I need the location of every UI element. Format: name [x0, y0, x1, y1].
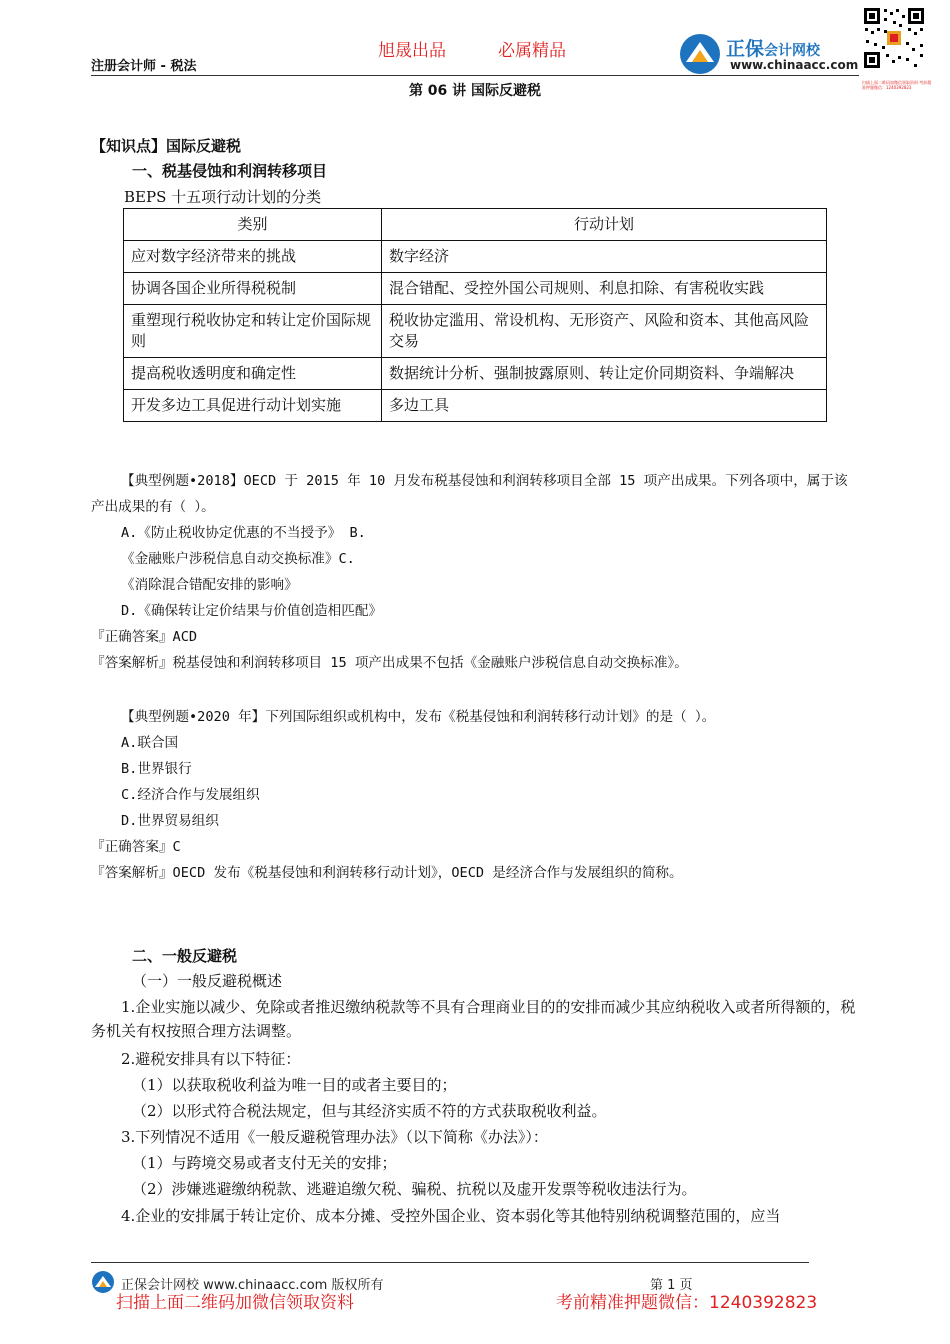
- example-1-analysis: 『答案解析』税基侵蚀和利润转移项目 15 项产出成果不包括《金融账户涉税信息自动交换标准》。: [91, 655, 688, 671]
- paragraph-3-item-2: （2）涉嫌逃避缴纳税款、逃避追缴欠税、骗税、抗税以及虚开发票等税收违法行为。: [132, 1180, 697, 1198]
- section-1-heading: 一、税基侵蚀和利润转移项目: [132, 162, 328, 180]
- example-1-question: 【典型例题•2018】OECD 于 2015 年 10 月发布税基侵蚀和利润转移项目全部 15 项产出成果。下列各项中，属于该产出成果的有（ ）。: [91, 473, 848, 515]
- footer-divider: [91, 1262, 809, 1263]
- table-cell: 应对数字经济带来的挑战: [124, 241, 382, 273]
- table-cell: 数字经济: [382, 241, 827, 273]
- course-title: 注册会计师 - 税法: [91, 59, 197, 74]
- chinaacc-logo: [678, 30, 859, 76]
- table-cell: 协调各国企业所得税税制: [124, 273, 382, 305]
- chinaacc-logo-icon: [678, 32, 722, 76]
- example-2-option-b: B.世界银行: [121, 761, 192, 777]
- table-row: [124, 241, 827, 273]
- table-cell: 重塑现行税收协定和转让定价国际规则: [124, 305, 382, 358]
- logo-name-big: 正保: [726, 38, 765, 60]
- paragraph-2: 2.避税安排具有以下特征：: [121, 1050, 301, 1068]
- example-2-option-a: A.联合国: [121, 735, 179, 751]
- section-2-heading: 二、一般反避税: [132, 947, 238, 965]
- logo-name-small: 会计网校: [764, 43, 821, 59]
- subsection-1-heading: （一）一般反避税概述: [132, 972, 283, 990]
- beps-table: [123, 208, 827, 422]
- table-header-row: [124, 209, 827, 241]
- example-1-option-a: A.《防止税收协定优惠的不当授予》 B.: [121, 525, 366, 541]
- logo-url: www.chinaacc.com: [730, 58, 859, 72]
- table-cell: 数据统计分析、强制披露原则、转让定价同期资料、争端解决: [382, 358, 827, 390]
- footer-logo-icon: [91, 1270, 115, 1294]
- slogan-1: 旭晟出品: [378, 41, 446, 61]
- example-1-option-b: 《金融账户涉税信息自动交换标准》C.: [121, 551, 355, 567]
- header-divider: [91, 75, 859, 76]
- table-row: [124, 305, 827, 358]
- knowledge-point-heading: 【知识点】国际反避税: [91, 137, 242, 155]
- paragraph-2-item-1: （1）以获取税收利益为唯一目的或者主要目的；: [132, 1076, 457, 1094]
- qr-code-icon: [862, 6, 926, 78]
- example-2-question: 【典型例题•2020 年】下列国际组织或机构中，发布《税基侵蚀和利润转移行动计划》的是（ ）。: [121, 709, 716, 725]
- table-cell: 开发多边工具促进行动计划实施: [124, 390, 382, 422]
- table-cell: 税收协定滥用、常设机构、无形资产、风险和资本、其他高风险交易: [382, 305, 827, 358]
- paragraph-2-item-2: （2）以形式符合税法规定，但与其经济实质不符的方式获取税收利益。: [132, 1102, 607, 1120]
- paragraph-3-item-1: （1）与跨境交易或者支付无关的安排；: [132, 1154, 397, 1172]
- footer-promo-right: 考前精准押题微信：1240392823: [556, 1293, 818, 1313]
- lecture-title: 第 06 讲 国际反避税: [408, 83, 542, 99]
- qr-caption: 扫描上面二维码加微信领取资料 考前精准押题微信：1240392823: [862, 80, 932, 90]
- table-cell: 混合错配、受控外国公司规则、利息扣除、有害税收实践: [382, 273, 827, 305]
- example-1-option-d: D.《确保转让定价结果与价值创造相匹配》: [121, 603, 383, 619]
- example-1-answer: 『正确答案』ACD: [91, 629, 198, 645]
- paragraph-1: 1.企业实施以减少、免除或者推迟缴纳税款等不具有合理商业目的的安排而减少其应纳税收入或者所得额的，税务机关有权按照合理方法调整。: [91, 998, 856, 1040]
- example-2-analysis: 『答案解析』OECD 发布《税基侵蚀和利润转移行动计划》，OECD 是经济合作与发展组织的简称。: [91, 865, 683, 881]
- table-cell: 多边工具: [382, 390, 827, 422]
- table-row: [124, 273, 827, 305]
- paragraph-4: 4.企业的安排属于转让定价、成本分摊、受控外国企业、资本弱化等其他特别纳税调整范围的，应当: [121, 1207, 781, 1225]
- table-row: [124, 358, 827, 390]
- table-header-category: 类别: [124, 209, 382, 241]
- paragraph-3: 3.下列情况不适用《一般反避税管理办法》（以下简称《办法》）：: [121, 1128, 548, 1146]
- example-2-option-c: C.经济合作与发展组织: [121, 787, 260, 803]
- table-caption: BEPS 十五项行动计划的分类: [124, 188, 322, 206]
- example-2-answer: 『正确答案』C: [91, 839, 181, 855]
- table-header-action: 行动计划: [382, 209, 827, 241]
- footer-promo-left: 扫描上面二维码加微信领取资料: [116, 1293, 354, 1313]
- example-1-option-c: 《消除混合错配安排的影响》: [121, 577, 298, 593]
- footer-page-number: 第 1 页: [650, 1278, 693, 1293]
- table-cell: 提高税收透明度和确定性: [124, 358, 382, 390]
- example-2-option-d: D.世界贸易组织: [121, 813, 219, 829]
- footer-copyright: 正保会计网校 www.chinaacc.com 版权所有: [121, 1278, 384, 1293]
- slogan-2: 必属精品: [498, 41, 566, 61]
- table-row: [124, 390, 827, 422]
